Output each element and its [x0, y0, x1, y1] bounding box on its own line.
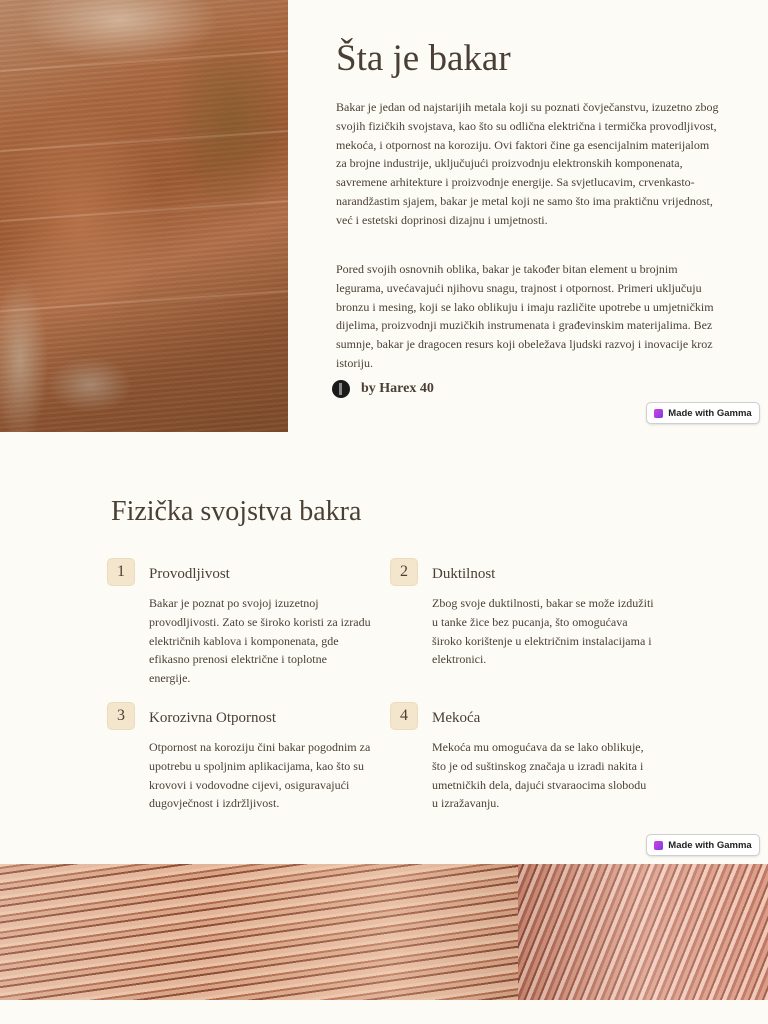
property-title: Provodljivost — [149, 566, 230, 582]
property-title: Duktilnost — [432, 566, 496, 582]
slide-intro — [0, 0, 768, 432]
property-description: Zbog svoje duktilnosti, bakar se može izdužiti u tanke žice bez pucanja, što omogućava široko korištenje u električnim instalacijama i elektronici. — [432, 596, 654, 667]
property-description: Mekoća mu omogućava da se lako oblikuje, što je od suštinskog značaja u izradi nakita i umetničkih dela, dajući stvaraocima slobodu u izražavanju. — [432, 740, 647, 811]
avatar-icon — [332, 380, 350, 398]
intro-paragraph-2: Pored svojih osnovnih oblika, bakar je također bitan element u brojnim legurama, uvećavajući njihovu snagu, trajnost i otpornost. Primeri uključuju bronzu i mesing, koji se lako oblikuju i imaju različite upotrebe u umjetničkim dijelima, proizvodnji muzičkih instrumenata i građevinskim materijalima. Bez sumnje, bakar je dragocen resurs koji obeležava ljudski razvoj i inovacije kroz istoriju. — [336, 262, 714, 370]
author-byline — [332, 380, 434, 398]
intro-text-block — [336, 36, 720, 370]
intro-paragraph-1: Bakar je jedan od najstarijih metala koji su poznati čovječanstvu, izuzetno zbog svojih fizičkih svojstava, kao što su odlična električna i termička provodljivost, mekoća, i otpornost na koroziju. Ovi faktori čine ga esencijalnim materijalom za brojne industrije, uključujući proizvodnju elektronskih komponenata, savremene arhitekture i proizvodnje energije. Sa svjetlucavim, crvenkasto-narandžastim sjajem, bakar je metal koji ne samo što ima praktičnu vrijednost, već i estetski doprinosi dizajnu i umjetnosti. — [336, 100, 719, 227]
number-badge: 3 — [107, 702, 135, 730]
property-description: Otpornost na koroziju čini bakar pogodnim za upotrebu u spoljnim aplikacijama, kao što su krovovi i vodovodne cijevi, osiguravajući dugovječnost i izdržljivost. — [149, 740, 371, 811]
copper-texture-image — [0, 0, 288, 432]
copper-sheets-image — [0, 864, 522, 1000]
gamma-logo-icon — [654, 841, 663, 850]
number-badge: 1 — [107, 558, 135, 586]
made-with-gamma-button[interactable] — [646, 834, 760, 856]
gamma-logo-icon — [654, 409, 663, 418]
made-with-gamma-button[interactable] — [646, 402, 760, 424]
badge-label: Made with Gamma — [668, 407, 752, 419]
property-title: Korozivna Otpornost — [149, 710, 277, 726]
copper-plates-image — [0, 864, 768, 1000]
author-name: by Harex 40 — [361, 381, 434, 396]
copper-rods-image — [518, 864, 768, 1000]
section-title: Fizička svojstva bakra — [111, 496, 362, 527]
property-description: Bakar je poznat po svojoj izuzetnoj provodljivosti. Zato se široko koristi za izradu električnih kablova i komponenata, gde efikasno prenosi električne i toplotne energije. — [149, 596, 371, 686]
number-badge: 4 — [390, 702, 418, 730]
property-title: Mekoća — [432, 710, 481, 726]
number-badge: 2 — [390, 558, 418, 586]
page-title: Šta je bakar — [336, 38, 511, 79]
badge-label: Made with Gamma — [668, 839, 752, 851]
